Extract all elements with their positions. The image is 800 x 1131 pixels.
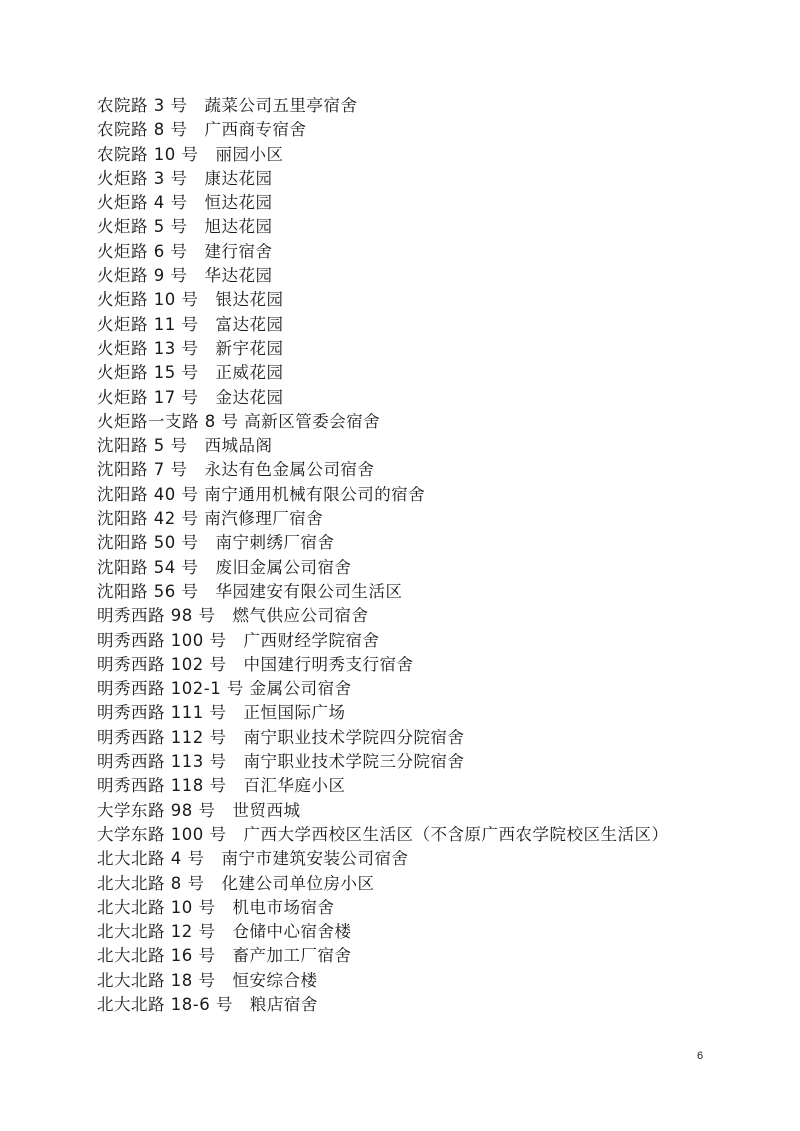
address-line: 火炬路 10 号 银达花园 — [97, 290, 284, 310]
address-line: 火炬路 17 号 金达花园 — [97, 387, 284, 407]
address-line: 大学东路 98 号 世贸西城 — [97, 800, 301, 820]
address-line: 沈阳路 40 号 南宁通用机械有限公司的宿舍 — [97, 484, 426, 504]
address-line: 沈阳路 7 号 永达有色金属公司宿舍 — [97, 460, 375, 480]
page-number: 6 — [697, 1050, 704, 1062]
address-list — [97, 94, 668, 1017]
address-line: 农院路 8 号 广西商专宿舍 — [97, 120, 307, 140]
address-line: 沈阳路 54 号 废旧金属公司宿舍 — [97, 557, 352, 577]
address-line: 沈阳路 42 号 南汽修理厂宿舍 — [97, 509, 324, 529]
address-line: 沈阳路 50 号 南宁刺绣厂宿舍 — [97, 533, 335, 553]
address-line: 沈阳路 56 号 华园建安有限公司生活区 — [97, 581, 403, 601]
address-line: 明秀西路 111 号 正恒国际广场 — [97, 703, 346, 723]
address-line: 火炬路 3 号 康达花园 — [97, 168, 273, 188]
address-line: 北大北路 18 号 恒安综合楼 — [97, 970, 318, 990]
address-line: 北大北路 10 号 机电市场宿舍 — [97, 897, 335, 917]
address-line: 北大北路 18-6 号 粮店宿舍 — [97, 994, 318, 1014]
address-line: 火炬路 5 号 旭达花园 — [97, 217, 273, 237]
address-line: 火炬路 4 号 恒达花园 — [97, 193, 273, 213]
address-line: 北大北路 12 号 仓储中心宿舍楼 — [97, 922, 352, 942]
address-line: 明秀西路 102-1 号 金属公司宿舍 — [97, 679, 352, 699]
address-line: 大学东路 100 号 广西大学西校区生活区（不含原广西农学院校区生活区） — [97, 824, 669, 844]
address-line: 沈阳路 5 号 西城品阁 — [97, 436, 273, 456]
address-line: 北大北路 4 号 南宁市建筑安装公司宿舍 — [97, 849, 409, 869]
address-line: 火炬路 9 号 华达花园 — [97, 266, 273, 286]
address-line: 明秀西路 100 号 广西财经学院宿舍 — [97, 630, 380, 650]
address-line: 火炬路 11 号 富达花园 — [97, 314, 284, 334]
address-line: 明秀西路 113 号 南宁职业技术学院三分院宿舍 — [97, 752, 465, 772]
address-line: 明秀西路 102 号 中国建行明秀支行宿舍 — [97, 654, 414, 674]
address-line: 火炬路一支路 8 号 高新区管委会宿舍 — [97, 411, 381, 431]
address-line: 农院路 3 号 蔬菜公司五里亭宿舍 — [97, 96, 358, 115]
address-line: 农院路 10 号 丽园小区 — [97, 144, 284, 164]
address-line: 火炬路 15 号 正威花园 — [97, 363, 284, 383]
address-line: 北大北路 8 号 化建公司单位房小区 — [97, 873, 375, 893]
address-line: 火炬路 13 号 新宇花园 — [97, 338, 284, 358]
address-line: 火炬路 6 号 建行宿舍 — [97, 241, 273, 261]
address-line: 明秀西路 118 号 百汇华庭小区 — [97, 776, 346, 796]
address-line: 明秀西路 112 号 南宁职业技术学院四分院宿舍 — [97, 727, 465, 747]
address-line: 北大北路 16 号 畜产加工厂宿舍 — [97, 946, 352, 966]
address-line: 明秀西路 98 号 燃气供应公司宿舍 — [97, 606, 369, 626]
